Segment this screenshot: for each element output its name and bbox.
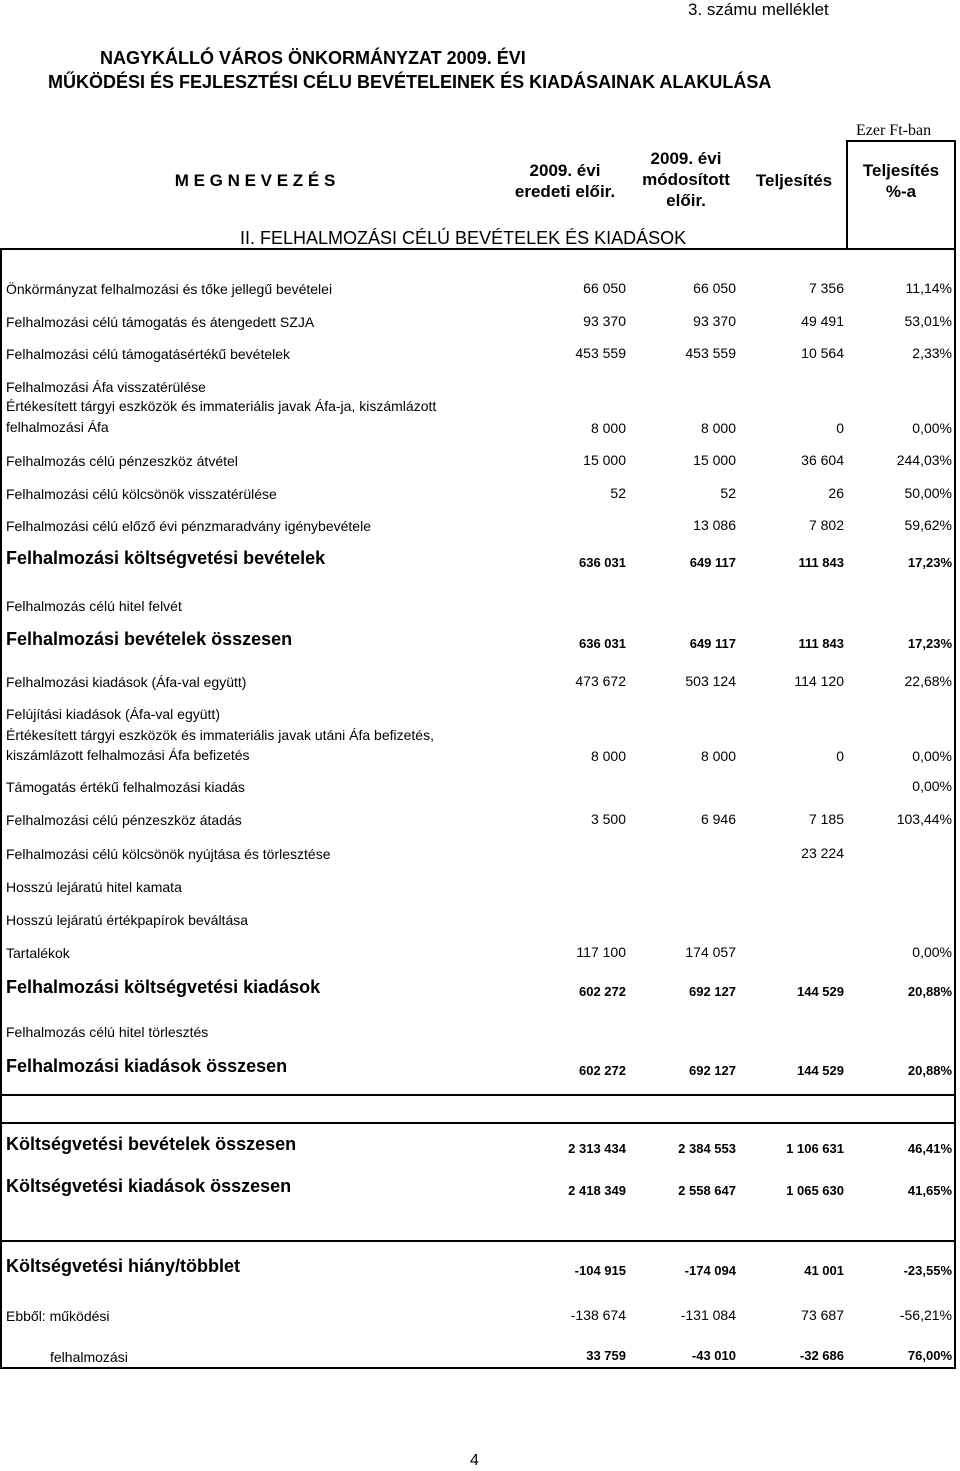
cell-percent: 0,00% [912,420,952,436]
header-original-line1: 2009. évi [529,161,601,180]
document-title-line1: NAGYKÁLLÓ VÁROS ÖNKORMÁNYZAT 2009. ÉVI [100,48,526,68]
row-label: Felhalmozási célú támogatás és átengedett SZJA [6,314,315,330]
cell-percent: 17,23% [907,555,952,570]
row-label: Önkörmányzat felhalmozási és tőke jellegű bevételei [6,281,333,297]
cell-actual: 111 843 [798,555,844,570]
cell-modified: 66 050 [693,280,736,296]
row-label: Felújítási kiadások (Áfa-val együtt) [6,706,220,722]
cell-modified: 649 117 [689,555,736,570]
cell-actual: 144 529 [797,984,844,999]
cell-actual: 26 [828,485,844,501]
cell-modified: 6 946 [700,811,736,827]
cell-actual: 23 224 [801,845,844,861]
row-label: Felhalmozási költségvetési kiadások [6,977,321,997]
cell-percent: -56,21% [899,1307,952,1323]
cell-percent: 17,23% [907,636,952,651]
unit-label: Ezer Ft-ban [856,122,932,139]
cell-modified: -174 094 [684,1263,736,1278]
cell-modified: 2 558 647 [678,1183,736,1198]
cell-modified: 52 [720,485,736,501]
cell-percent: 76,00% [907,1348,952,1363]
table-divider [0,1367,956,1369]
cell-percent: 50,00% [904,485,952,501]
row-label: Értékesített tárgyi eszközök és immateriális javak utáni Áfa befizetés, [6,727,434,743]
row-label: Felhalmozási költségvetési bevételek [6,548,326,568]
cell-modified: 692 127 [689,1063,736,1078]
cell-actual: 111 843 [798,636,844,651]
cell-original: 52 [610,485,626,501]
header-original [500,160,630,202]
cell-percent: 41,65% [907,1183,952,1198]
cell-original: 66 050 [583,280,626,296]
cell-original: 33 759 [586,1348,626,1363]
row-label: Felhalmozás célú hitel törlesztés [6,1024,209,1040]
cell-percent: 0,00% [912,778,952,794]
cell-actual: 0 [836,748,844,764]
cell-percent: 20,88% [907,984,952,999]
row-label: Felhalmozási kiadások összesen [6,1056,288,1076]
header-modified [626,148,746,211]
cell-original: 602 272 [579,984,626,999]
row-label: Felhalmozási bevételek összesen [6,629,293,649]
page-number: 4 [470,1452,479,1469]
row-label: Hosszú lejáratú hitel kamata [6,879,182,895]
header-original-line2: eredeti előir. [514,182,616,201]
row-label: Felhalmozási célú pénzeszköz átadás [6,812,242,828]
cell-original: 93 370 [583,313,626,329]
header-name: M E G N E V E Z É S [174,171,336,190]
row-label: felhalmozási Áfa [6,419,109,435]
cell-modified: 93 370 [693,313,736,329]
header-modified-line1: 2009. évi [650,149,722,168]
cell-modified: 174 057 [685,944,736,960]
cell-original: 473 672 [575,673,626,689]
cell-modified: 15 000 [693,452,736,468]
row-label: Felhalmozási célú kölcsönök visszatérülése [6,486,277,502]
row-label: Felhalmozás célú hitel felvét [6,598,182,614]
cell-modified: 453 559 [685,345,736,361]
row-label: Felhalmozási kiadások (Áfa-val együtt) [6,674,247,690]
cell-modified: 692 127 [689,984,736,999]
header-percent-line2: %-a [885,182,917,201]
cell-actual: 36 604 [801,452,844,468]
header-modified-line3: előir. [666,191,706,210]
row-label: Hosszú lejáratú értékpapírok beváltása [6,912,249,928]
row-label: Felhalmozási Áfa visszatérülése [6,379,206,395]
cell-modified: 8 000 [700,748,736,764]
row-label: Felhalmozási célú kölcsönök nyújtása és törlesztése [6,846,331,862]
cell-original: 2 418 349 [568,1183,626,1198]
cell-percent: -23,55% [903,1263,952,1278]
row-label: Felhalmozási célú előző évi pénzmaradvány igénybevétele [6,518,371,534]
cell-original: 453 559 [575,345,626,361]
cell-modified: 8 000 [700,420,736,436]
row-label: Költségvetési bevételek összesen [6,1134,297,1154]
cell-actual: 144 529 [797,1063,844,1078]
cell-percent: 103,44% [896,811,952,827]
cell-actual: 73 687 [801,1307,844,1323]
row-label: Felhalmozási célú támogatásértékű bevételek [6,346,291,362]
cell-actual: 7 802 [808,517,844,533]
cell-modified: 2 384 553 [678,1141,736,1156]
row-label: Értékesített tárgyi eszközök és immateriális javak Áfa-ja, kiszámlázott [6,398,437,414]
cell-modified: 503 124 [685,673,736,689]
cell-actual: 0 [836,420,844,436]
cell-original: -138 674 [570,1307,626,1323]
cell-original: 8 000 [590,420,626,436]
cell-original: 117 100 [576,944,626,960]
cell-modified: 649 117 [689,636,736,651]
cell-percent: 20,88% [907,1063,952,1078]
document-title-line2: MŰKÖDÉSI ÉS FEJLESZTÉSI CÉLU BEVÉTELEINEK ÉS KIADÁSAINAK ALAKULÁSA [48,72,772,92]
cell-original: -104 915 [574,1263,626,1278]
cell-percent: 11,14% [905,280,952,296]
table-divider [0,1240,956,1242]
row-label: felhalmozási [50,1349,128,1365]
section-title: II. FELHALMOZÁSI CÉLÚ BEVÉTELEK ÉS KIADÁSOK [240,228,687,248]
cell-original: 636 031 [579,555,626,570]
row-label: Költségvetési hiány/többlet [6,1256,241,1276]
table-divider [0,1122,956,1124]
annex-label: 3. számu melléklet [688,0,829,19]
cell-original: 2 313 434 [568,1141,626,1156]
cell-actual: 7 356 [808,280,844,296]
cell-percent: 22,68% [904,673,952,689]
cell-original: 602 272 [579,1063,626,1078]
row-label: Támogatás értékű felhalmozási kiadás [6,779,245,795]
table-divider [0,1094,956,1096]
cell-percent: 46,41% [907,1141,952,1156]
header-percent-line1: Teljesítés [862,161,940,180]
cell-actual: -32 686 [799,1348,844,1363]
cell-percent: 0,00% [912,748,952,764]
cell-actual: 41 001 [804,1263,844,1278]
header-percent [848,160,954,202]
cell-actual: 1 106 631 [786,1141,844,1156]
cell-percent: 59,62% [904,517,952,533]
cell-original: 8 000 [590,748,626,764]
row-label: Tartalékok [6,945,70,961]
header-modified-line2: módosított [642,170,730,189]
cell-original: 636 031 [579,636,626,651]
cell-percent: 53,01% [904,313,952,329]
row-label: Ebből: működési [6,1308,110,1324]
cell-original: 15 000 [583,452,626,468]
cell-original: 3 500 [590,811,626,827]
cell-actual: 7 185 [808,811,844,827]
row-label: kiszámlázott felhalmozási Áfa befizetés [6,747,250,763]
cell-actual: 10 564 [801,345,844,361]
cell-modified: 13 086 [693,517,736,533]
cell-actual: 49 491 [801,313,844,329]
cell-actual: 114 120 [794,673,844,689]
row-label: Költségvetési kiadások összesen [6,1176,292,1196]
cell-percent: 2,33% [912,345,952,361]
header-actual: Teljesítés [755,171,833,190]
cell-percent: 244,03% [896,452,952,468]
cell-percent: 0,00% [912,944,952,960]
cell-actual: 1 065 630 [786,1183,844,1198]
cell-modified: -43 010 [691,1348,736,1363]
cell-modified: -131 084 [680,1307,736,1323]
row-label: Felhalmozás célú pénzeszköz átvétel [6,453,238,469]
